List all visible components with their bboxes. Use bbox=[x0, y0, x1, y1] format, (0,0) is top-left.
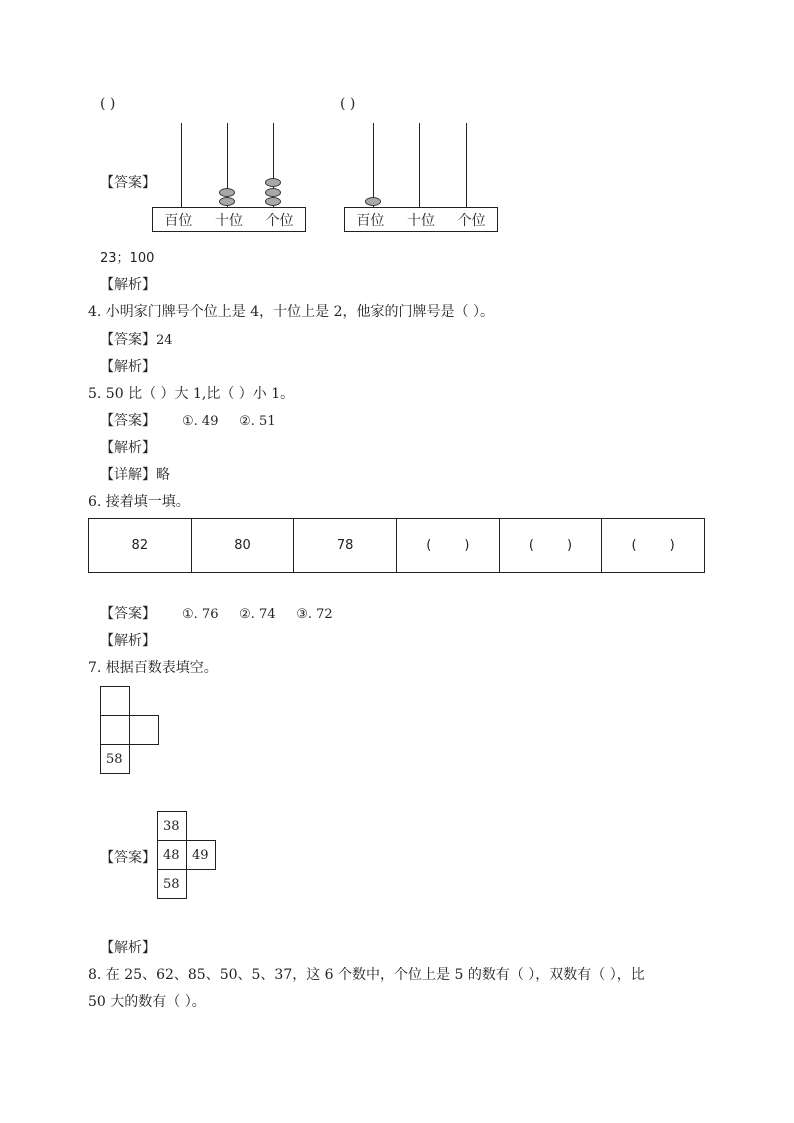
answer-tag: 【答案】 bbox=[100, 850, 156, 866]
answer-tag: 【答案】 bbox=[100, 175, 156, 191]
answer-row bbox=[100, 603, 333, 623]
abacus-bead bbox=[265, 197, 281, 206]
analysis-tag: 【解析】 bbox=[100, 940, 156, 956]
place-label-hundreds: 百位 bbox=[164, 212, 193, 229]
abacus-base bbox=[152, 207, 306, 232]
grid-cell bbox=[100, 686, 130, 716]
question-8-line-2: 50 大的数有（ ）。 bbox=[88, 994, 206, 1010]
abacus-bead bbox=[265, 188, 281, 197]
place-label-tens: 十位 bbox=[214, 212, 243, 229]
question-5: 5. 50 比（ ）大 1,比（ ）小 1。 bbox=[88, 386, 295, 402]
detail-text: 略 bbox=[156, 467, 170, 483]
abacus-rod bbox=[419, 123, 420, 208]
question-4: 4. 小明家门牌号个位上是 4，十位上是 2，他家的门牌号是（ ）。 bbox=[88, 304, 494, 320]
answer-cell: 48 bbox=[157, 840, 187, 870]
abacus-bead bbox=[365, 197, 381, 206]
answer-row bbox=[100, 410, 276, 430]
sequence-table bbox=[88, 518, 705, 573]
abacus-base bbox=[344, 207, 498, 232]
grid-cell bbox=[129, 715, 159, 745]
question-6: 6. 接着填一填。 bbox=[88, 494, 190, 510]
question-8-line-1: 8. 在 25、62、85、50、5、37，这 6 个数中，个位上是 5 的数有（ ），双数有（ ），比 bbox=[88, 967, 645, 983]
sequence-cell: ( ) bbox=[396, 519, 499, 573]
analysis-tag: 【解析】 bbox=[100, 359, 156, 375]
answer-text: 23；100 bbox=[100, 251, 155, 266]
sequence-cell: 80 bbox=[191, 519, 294, 573]
analysis-tag: 【解析】 bbox=[100, 440, 156, 456]
blank-right: ( ) bbox=[340, 96, 356, 112]
answer-value: ①. 49 ②. 51 bbox=[182, 414, 276, 429]
abacus-bead bbox=[265, 178, 281, 187]
place-label-tens: 十位 bbox=[406, 212, 435, 229]
answer-cell: 49 bbox=[186, 840, 216, 870]
place-label-ones: 个位 bbox=[265, 212, 294, 229]
question-7: 7. 根据百数表填空。 bbox=[88, 660, 218, 676]
sequence-cell: ( ) bbox=[499, 519, 602, 573]
sequence-cell: ( ) bbox=[602, 519, 705, 573]
abacus-rod bbox=[373, 123, 374, 208]
grid-cell bbox=[100, 715, 130, 745]
detail-tag: 【详解】 bbox=[100, 467, 156, 483]
answer-value: 24 bbox=[156, 333, 173, 348]
sequence-cell: 82 bbox=[89, 519, 192, 573]
analysis-tag: 【解析】 bbox=[100, 633, 156, 649]
answer-cell: 38 bbox=[157, 811, 187, 841]
place-label-hundreds: 百位 bbox=[356, 212, 385, 229]
grid-cell: 58 bbox=[100, 744, 130, 774]
answer-cell: 58 bbox=[157, 869, 187, 899]
blank-left: ( ) bbox=[100, 96, 116, 112]
answer-tag: 【答案】 bbox=[100, 413, 156, 429]
abacus-rod bbox=[181, 123, 182, 208]
answer-tag: 【答案】 bbox=[100, 332, 156, 348]
sequence-cell: 78 bbox=[294, 519, 397, 573]
answer-tag: 【答案】 bbox=[100, 606, 156, 622]
abacus-rod bbox=[466, 123, 467, 208]
detail-row bbox=[100, 464, 170, 484]
answer-row bbox=[100, 329, 173, 349]
analysis-tag: 【解析】 bbox=[100, 277, 156, 293]
answer-value: ①. 76 ②. 74 ③. 72 bbox=[182, 607, 333, 622]
abacus-bead bbox=[219, 188, 235, 197]
place-label-ones: 个位 bbox=[457, 212, 486, 229]
abacus-bead bbox=[219, 197, 235, 206]
